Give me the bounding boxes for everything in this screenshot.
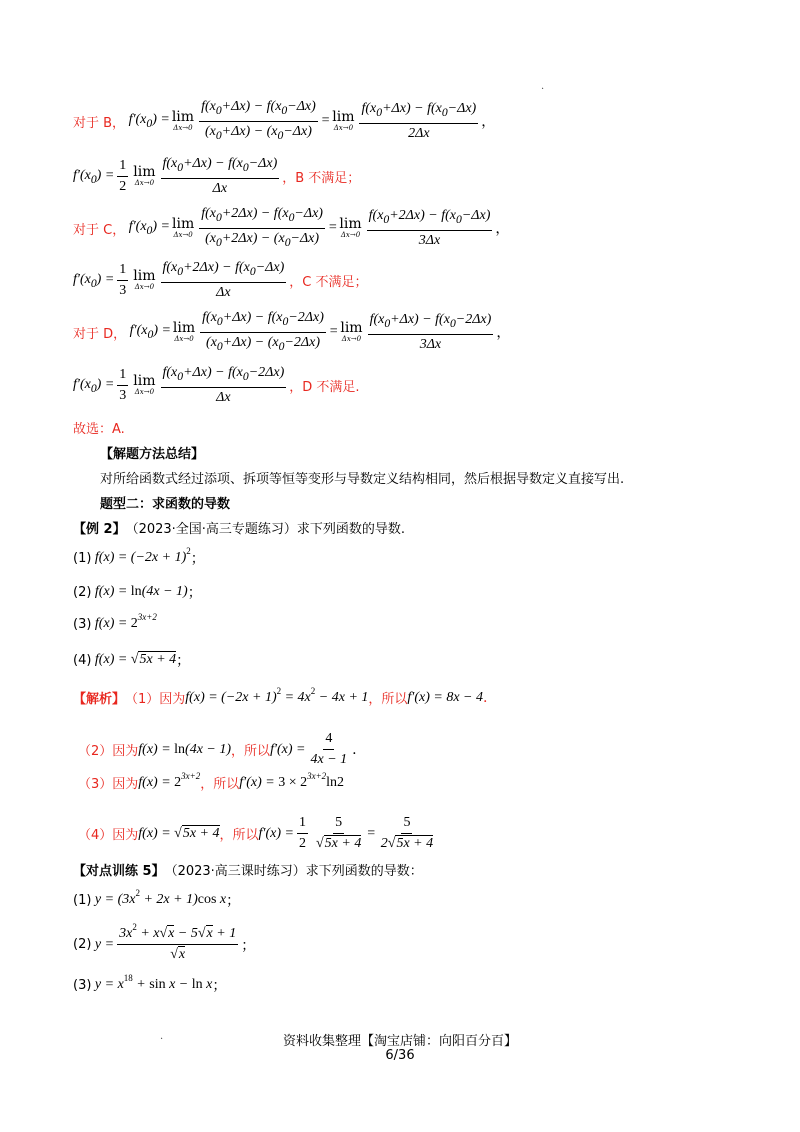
page-number: 6/36 [385,1048,415,1063]
option-c-note: ，C 不满足； [289,274,368,290]
option-d-label: 对于 D， [73,326,127,342]
solution-tag: 【解析】 [73,692,126,707]
speck: · [541,84,545,95]
summary-title: 【解题方法总结】 [100,447,205,462]
practice5-item-1: (1) $y = (3x^2 + 2x + 1)\cos$ x ； [73,888,241,909]
practice5-source: （2023·高三课时练习）求下列函数的导数： [164,864,423,879]
option-b-label: 对于 B， [73,115,126,131]
option-c-label: 对于 C， [73,222,126,238]
option-b-derivation: 对于 B， $f'(x_0)$ = lim Δx→0 $\frac{f(x_0+\Delta x) - f(x_0-\Delta x)}{(x_0+\Delta x) - (x_0-\Delta x)}$ = lim Δx→0 $\frac{f(x_0+\Delta x) - f(x_0-\Delta x)}{2\Delta x}$ ， [73,98,495,145]
option-b-note: ，B 不满足； [282,170,361,186]
fraction: $\frac{f(x_0+\Delta x) - f(x_0-\Delta x)}{(x_0+\Delta x) - (x_0-\Delta x)}$ [201,99,316,142]
type2-title: 题型二：求函数的导数 [100,497,231,512]
fraction: $\frac{f(x_0+\Delta x) - f(x_0-\Delta x)}{2\Delta x}$ [361,100,477,141]
answer-line: 故选：A. [73,422,125,437]
limit-op: lim Δx→0 [332,108,355,132]
option-d-note: ，D 不满足. [289,379,360,395]
solution-part-4: （4）因为 f(x) = √5x + 4 ，所以 f′(x) = $\frac{1}{2}$ $\frac{5}{√5x + 4}$ = $\frac{5}{2√5x + 4}$ [78,815,434,851]
option-c-result: $f'(x_0)$ = $\frac{1}{3}$ lim Δx→0 $\frac{f(x_0+2\Delta x) - f(x_0-\Delta x)}{\Delta x}$ ，C 不满足； [73,260,368,300]
example2-item-4: (4) f(x) = √5x + 4 ； [73,652,191,669]
formula: $f'(x_0)$ = [125,112,170,131]
summary-text: 对所给函数式经过添项、拆项等恒等变形与导数定义结构相同，然后根据导数定义直接写出. [100,472,625,487]
example2-item-2: (2) f(x) = ln(4x − 1) ； [73,584,202,601]
practice5-header [73,860,423,879]
example2-header [73,518,405,537]
option-d-derivation: 对于 D， $f'(x_0)$ = lim Δx→0 $\frac{f(x_0+\Delta x) - f(x_0-2\Delta x)}{(x_0+\Delta x) - (x_0-2\Delta x)}$ = lim Δx→0 $\frac{f(x_0+\Delta x) - f(x_0-2\Delta x)}{3\Delta x}$ ， [73,310,511,353]
practice5-item-3: (3) $y = x^{18} + \sin x - \ln x$ ； [73,973,227,994]
solution-part-2: （2）因为 f(x) = ln(4x − 1) ，所以 f′(x) = $\frac{4}{4x - 1}$ . [78,731,357,767]
footer-shop: 资料收集整理【淘宝店铺：向阳百分百】 [282,1034,517,1049]
limit-op: lim Δx→0 [171,108,195,132]
example2-item-1: (1) $f(x) = (-2x + 1)^2$ ； [73,546,205,567]
solution-part-1: 【解析】 （1）因为 $f(x) = (-2x + 1)^2 = 4x^2 - 4x + 1$ ，所以 f′(x) = 8x − 4 . [73,685,488,707]
speck: · [160,1034,164,1045]
example2-source: （2023·全国·高三专题练习）求下列函数的导数. [125,522,406,537]
option-b-result: $f'(x_0)$ = $\frac{1}{2}$ lim Δx→0 $\frac{f(x_0+\Delta x) - f(x_0-\Delta x)}{\Delta x}$ ，B 不满足； [73,156,361,196]
practice5-tag: 【对点训练 5】 [73,864,165,879]
example2-item-3: (3) $f(x) = 2^{3x+2}$ [73,612,157,632]
example2-tag: 【例 2】 [73,522,126,537]
option-c-derivation: 对于 C， $f'(x_0)$ = lim Δx→0 $\frac{f(x_0+2\Delta x) - f(x_0-\Delta x)}{(x_0+2\Delta x) - (x_0-\Delta x)}$ = lim Δx→0 $\frac{f(x_0+2\Delta x) - f(x_0-\Delta x)}{3\Delta x}$ ， [73,206,510,249]
practice5-item-2: (2) y = $\frac{3x^2 + x√x - 5√x + 1}{√x}$ ； [73,922,256,962]
solution-part-3: （3）因为 $f(x) = 2^{3x+2}$ ，所以 $f'(x) = 3 \times 2^{3x+2}\ln 2$ [78,770,345,792]
option-d-result: $f'(x_0)$ = $\frac{1}{3}$ lim Δx→0 $\frac{f(x_0+\Delta x) - f(x_0-2\Delta x)}{\Delta x}$ ，D 不满足. [73,365,360,405]
